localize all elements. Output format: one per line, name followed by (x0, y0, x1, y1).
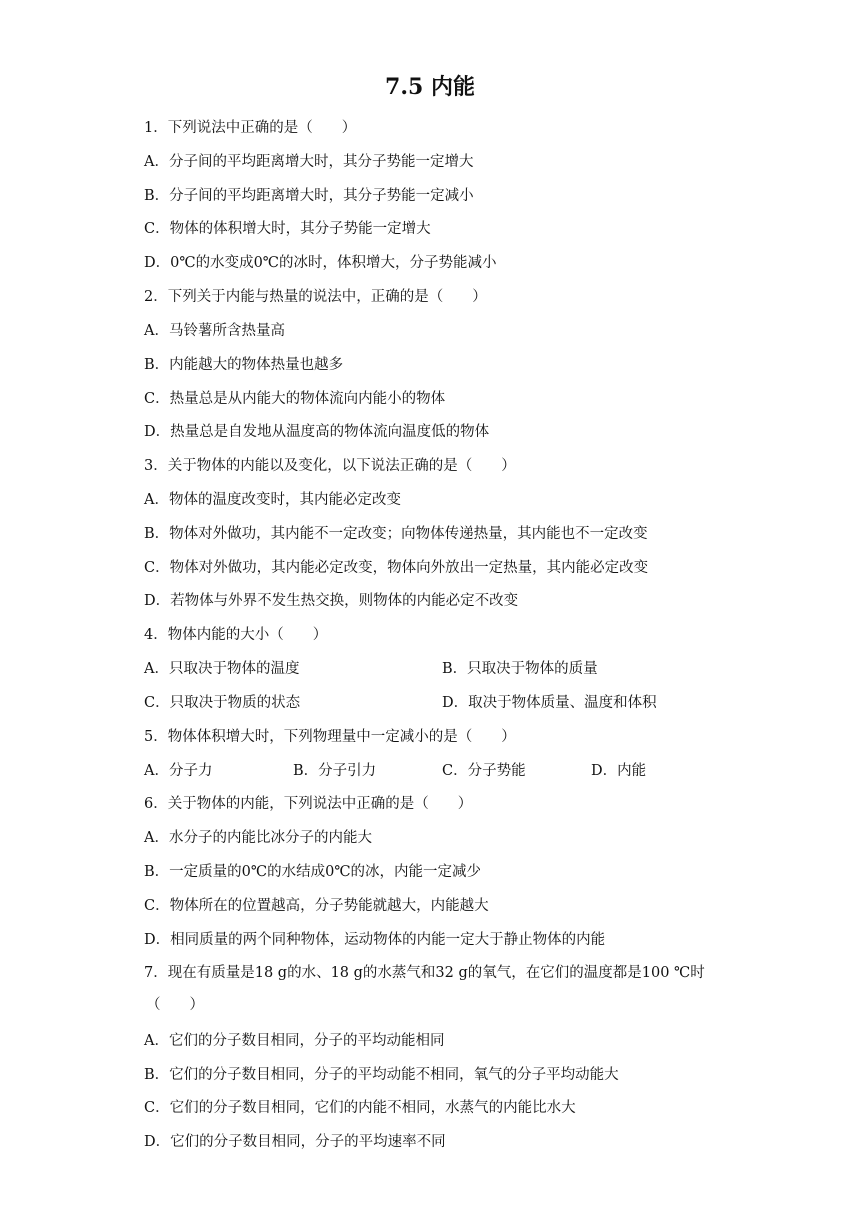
question-1-option-d: D．0℃的水变成0℃的冰时，体积增大，分子势能减小 (144, 255, 497, 271)
question-4-option-d: D．取决于物体质量、温度和体积 (442, 695, 657, 711)
question-4-option-c: C．只取决于物质的状态 (144, 695, 301, 711)
question-1-option-a: A．分子间的平均距离增大时，其分子势能一定增大 (144, 154, 474, 170)
question-5-option-a: A．分子力 (144, 763, 213, 779)
question-4-option-a: A．只取决于物体的温度 (144, 661, 300, 677)
question-6-option-d: D．相同质量的两个同种物体，运动物体的内能一定大于静止物体的内能 (144, 932, 606, 948)
question-6-option-a: A．水分子的内能比冰分子的内能大 (144, 830, 372, 846)
question-7-option-a: A．它们的分子数目相同，分子的平均动能相同 (144, 1033, 445, 1049)
question-1-option-b: B．分子间的平均距离增大时，其分子势能一定减小 (144, 188, 474, 204)
question-2-option-b: B．内能越大的物体热量也越多 (144, 357, 344, 373)
question-3-option-d: D．若物体与外界不发生热交换，则物体的内能必定不改变 (144, 593, 519, 609)
question-3-option-b: B．物体对外做功，其内能不一定改变；向物体传递热量，其内能也不一定改变 (144, 526, 648, 542)
question-1-stem: 1．下列说法中正确的是（ ） (144, 120, 357, 136)
question-5-option-c: C．分子势能 (442, 763, 526, 779)
question-3-option-c: C．物体对外做功，其内能必定改变，物体向外放出一定热量，其内能必定改变 (144, 560, 649, 576)
question-5-option-b: B．分子引力 (293, 763, 377, 779)
question-2-option-d: D．热量总是自发地从温度高的物体流向温度低的物体 (144, 424, 490, 440)
question-3-stem: 3．关于物体的内能以及变化，以下说法正确的是（ ） (144, 458, 516, 474)
question-7-stem-continuation: （ ） (146, 997, 204, 1013)
question-6-option-c: C．物体所在的位置越高，分子势能就越大，内能越大 (144, 898, 489, 914)
question-5-option-d: D．内能 (591, 763, 647, 779)
question-2-option-a: A．马铃薯所含热量高 (144, 323, 285, 339)
question-2-stem: 2．下列关于内能与热量的说法中，正确的是（ ） (144, 289, 487, 305)
question-2-option-c: C．热量总是从内能大的物体流向内能小的物体 (144, 391, 446, 407)
question-3-option-a: A．物体的温度改变时，其内能必定改变 (144, 492, 401, 508)
question-6-option-b: B．一定质量的0℃的水结成0℃的冰，内能一定减少 (144, 864, 482, 880)
question-7-option-c: C．它们的分子数目相同，它们的内能不相同，水蒸气的内能比水大 (144, 1100, 576, 1116)
question-5-stem: 5．物体体积增大时，下列物理量中一定减小的是（ ） (144, 729, 516, 745)
page-title: 7.5 内能 (385, 74, 475, 100)
question-4-option-b: B．只取决于物体的质量 (442, 661, 598, 677)
question-4-stem: 4．物体内能的大小（ ） (144, 627, 328, 643)
question-7-option-d: D．它们的分子数目相同，分子的平均速率不同 (144, 1134, 446, 1150)
question-6-stem: 6．关于物体的内能，下列说法中正确的是（ ） (144, 796, 473, 812)
question-7-stem: 7．现在有质量是18 g的水、18 g的水蒸气和32 g的氧气，在它们的温度都是100 ℃时 (144, 965, 705, 981)
question-1-option-c: C．物体的体积增大时，其分子势能一定增大 (144, 221, 431, 237)
question-7-option-b: B．它们的分子数目相同，分子的平均动能不相同，氧气的分子平均动能大 (144, 1067, 619, 1083)
